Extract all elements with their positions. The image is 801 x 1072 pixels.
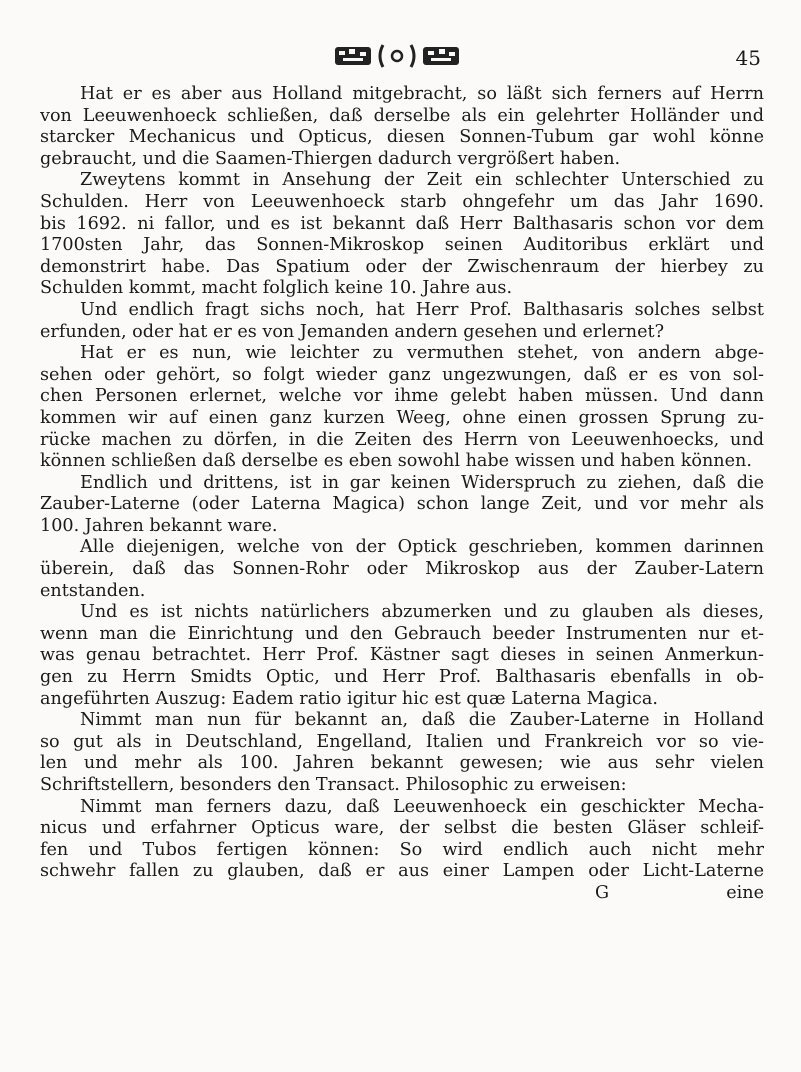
text-line: überein, daß das Sonnen-Rohr oder Mikroskop aus der Zauber-Latern [40, 559, 764, 580]
paragraph [40, 170, 764, 300]
text-line: Hat er es nun, wie leichter zu vermuthen stehet, von andern abge- [80, 343, 764, 364]
text-line: Und endlich fragt sichs noch, hat Herr Prof. Balthasaris solches selbst [80, 299, 764, 320]
text-line: gebraucht, und die Saamen-Thiergen dadurch vergrößert haben. [40, 148, 621, 169]
text-line: Und es ist nichts natürlichers abzumerken und zu glauben als dieses, [80, 602, 764, 623]
page-footer [40, 883, 764, 905]
text-line: Schulden. Herr von Leeuwenhoeck starb ohngefehr um das Jahr 1690. [40, 191, 764, 212]
text-line: Alle diejenigen, welche von der Optick geschrieben, kommen darinnen [80, 537, 764, 558]
text-line: so gut als in Deutschland, Engelland, Italien und Frankreich vor so vie- [40, 731, 764, 752]
text-line: von Leeuwenhoeck schließen, daß derselbe als ein gelehrter Holländer und [40, 105, 764, 126]
text-line: angeführten Auszug: Eadem ratio igitur hic est quæ Laterna Magica. [40, 688, 658, 709]
catchword: eine [726, 882, 764, 903]
paragraph [40, 797, 764, 883]
text-line: rücke machen zu dörfen, in die Zeiten des Herrn von Leeuwenhoecks, und [40, 429, 764, 450]
text-line: Nimmt man nun für bekannt an, daß die Zauber-Laterne in Holland [80, 710, 764, 731]
paragraph [40, 537, 764, 602]
text-line: demonstrirt habe. Das Spatium oder der Zwischenraum der hierbey zu [40, 256, 764, 277]
text-line: chen Personen erlernet, welche vor ihme gelebt haben müssen. Und dann [40, 386, 764, 407]
body-text [40, 84, 764, 905]
text-line: schwehr fallen zu glauben, daß er aus einer Lampen oder Licht-Laterne [40, 861, 764, 882]
paragraph [40, 710, 764, 796]
ornament-icon [333, 41, 463, 71]
text-line: gen zu Herrn Smidts Optic, und Herr Prof. Balthasaris ebenfalls in ob- [40, 667, 764, 688]
page-number: 45 [735, 46, 761, 70]
paragraph [40, 343, 764, 473]
text-line: kommen wir auf einen ganz kurzen Weeg, ohne einen grossen Sprung zu- [40, 407, 764, 428]
page-header [0, 40, 801, 74]
text-line: entstanden. [40, 580, 146, 601]
text-line: Schriftstellern, besonders den Transact. Philosophic zu erweisen: [40, 775, 627, 795]
text-line: erfunden, oder hat er es von Jemanden andern gesehen und erlernet? [40, 321, 665, 342]
paragraph [40, 300, 764, 343]
signature-mark: G [595, 882, 610, 903]
text-line: bis 1692. ni fallor, und es ist bekannt daß Herr Balthasaris schon vor dem [40, 213, 764, 234]
text-line: fen und Tubos fertigen können: So wird endlich auch nicht mehr [40, 839, 764, 860]
text-line: 100. Jahren bekannt ware. [40, 515, 278, 536]
text-line: sehen oder gehört, so folgt wieder ganz ungezwungen, daß er es von sol- [40, 364, 764, 385]
text-line: Endlich und drittens, ist in gar keinen Widerspruch zu ziehen, daß die [80, 472, 764, 493]
text-line: 1700sten Jahr, das Sonnen-Mikroskop seinen Auditoribus erklärt und [40, 235, 764, 256]
text-line: Schulden kommt, macht folglich keine 10. Jahre aus. [40, 278, 513, 299]
paragraph [40, 473, 764, 538]
text-line: starcker Mechanicus und Opticus, diesen Sonnen-Tubum gar wohl könne [40, 127, 764, 148]
text-line: nicus und erfahrner Opticus ware, der selbst die besten Gläser schleif- [40, 818, 764, 839]
text-line: len und mehr als 100. Jahren bekannt gewesen; wie aus sehr vielen [40, 753, 764, 774]
paragraph [40, 84, 764, 170]
text-line: Zauber-Laterne (oder Laterna Magica) schon lange Zeit, und vor mehr als [40, 494, 764, 515]
text-line: was genau betrachtet. Herr Prof. Kästner sagt dieses in seinen Anmerkun- [40, 645, 764, 666]
text-line: können schließen daß derselbe es eben sowohl habe wissen und haben können. [40, 451, 752, 472]
text-line: wenn man die Einrichtung und den Gebrauch beeder Instrumenten nur et- [40, 623, 764, 644]
text-line: Zweytens kommt in Ansehung der Zeit ein schlechter Unterschied zu [80, 170, 764, 191]
text-line: Nimmt man ferners dazu, daß Leeuwenhoeck ein geschickter Mecha- [80, 796, 764, 817]
text-line: Hat er es aber aus Holland mitgebracht, so läßt sich ferners auf Herrn [80, 84, 764, 104]
printers-ornament [333, 40, 463, 72]
paragraph [40, 602, 764, 710]
